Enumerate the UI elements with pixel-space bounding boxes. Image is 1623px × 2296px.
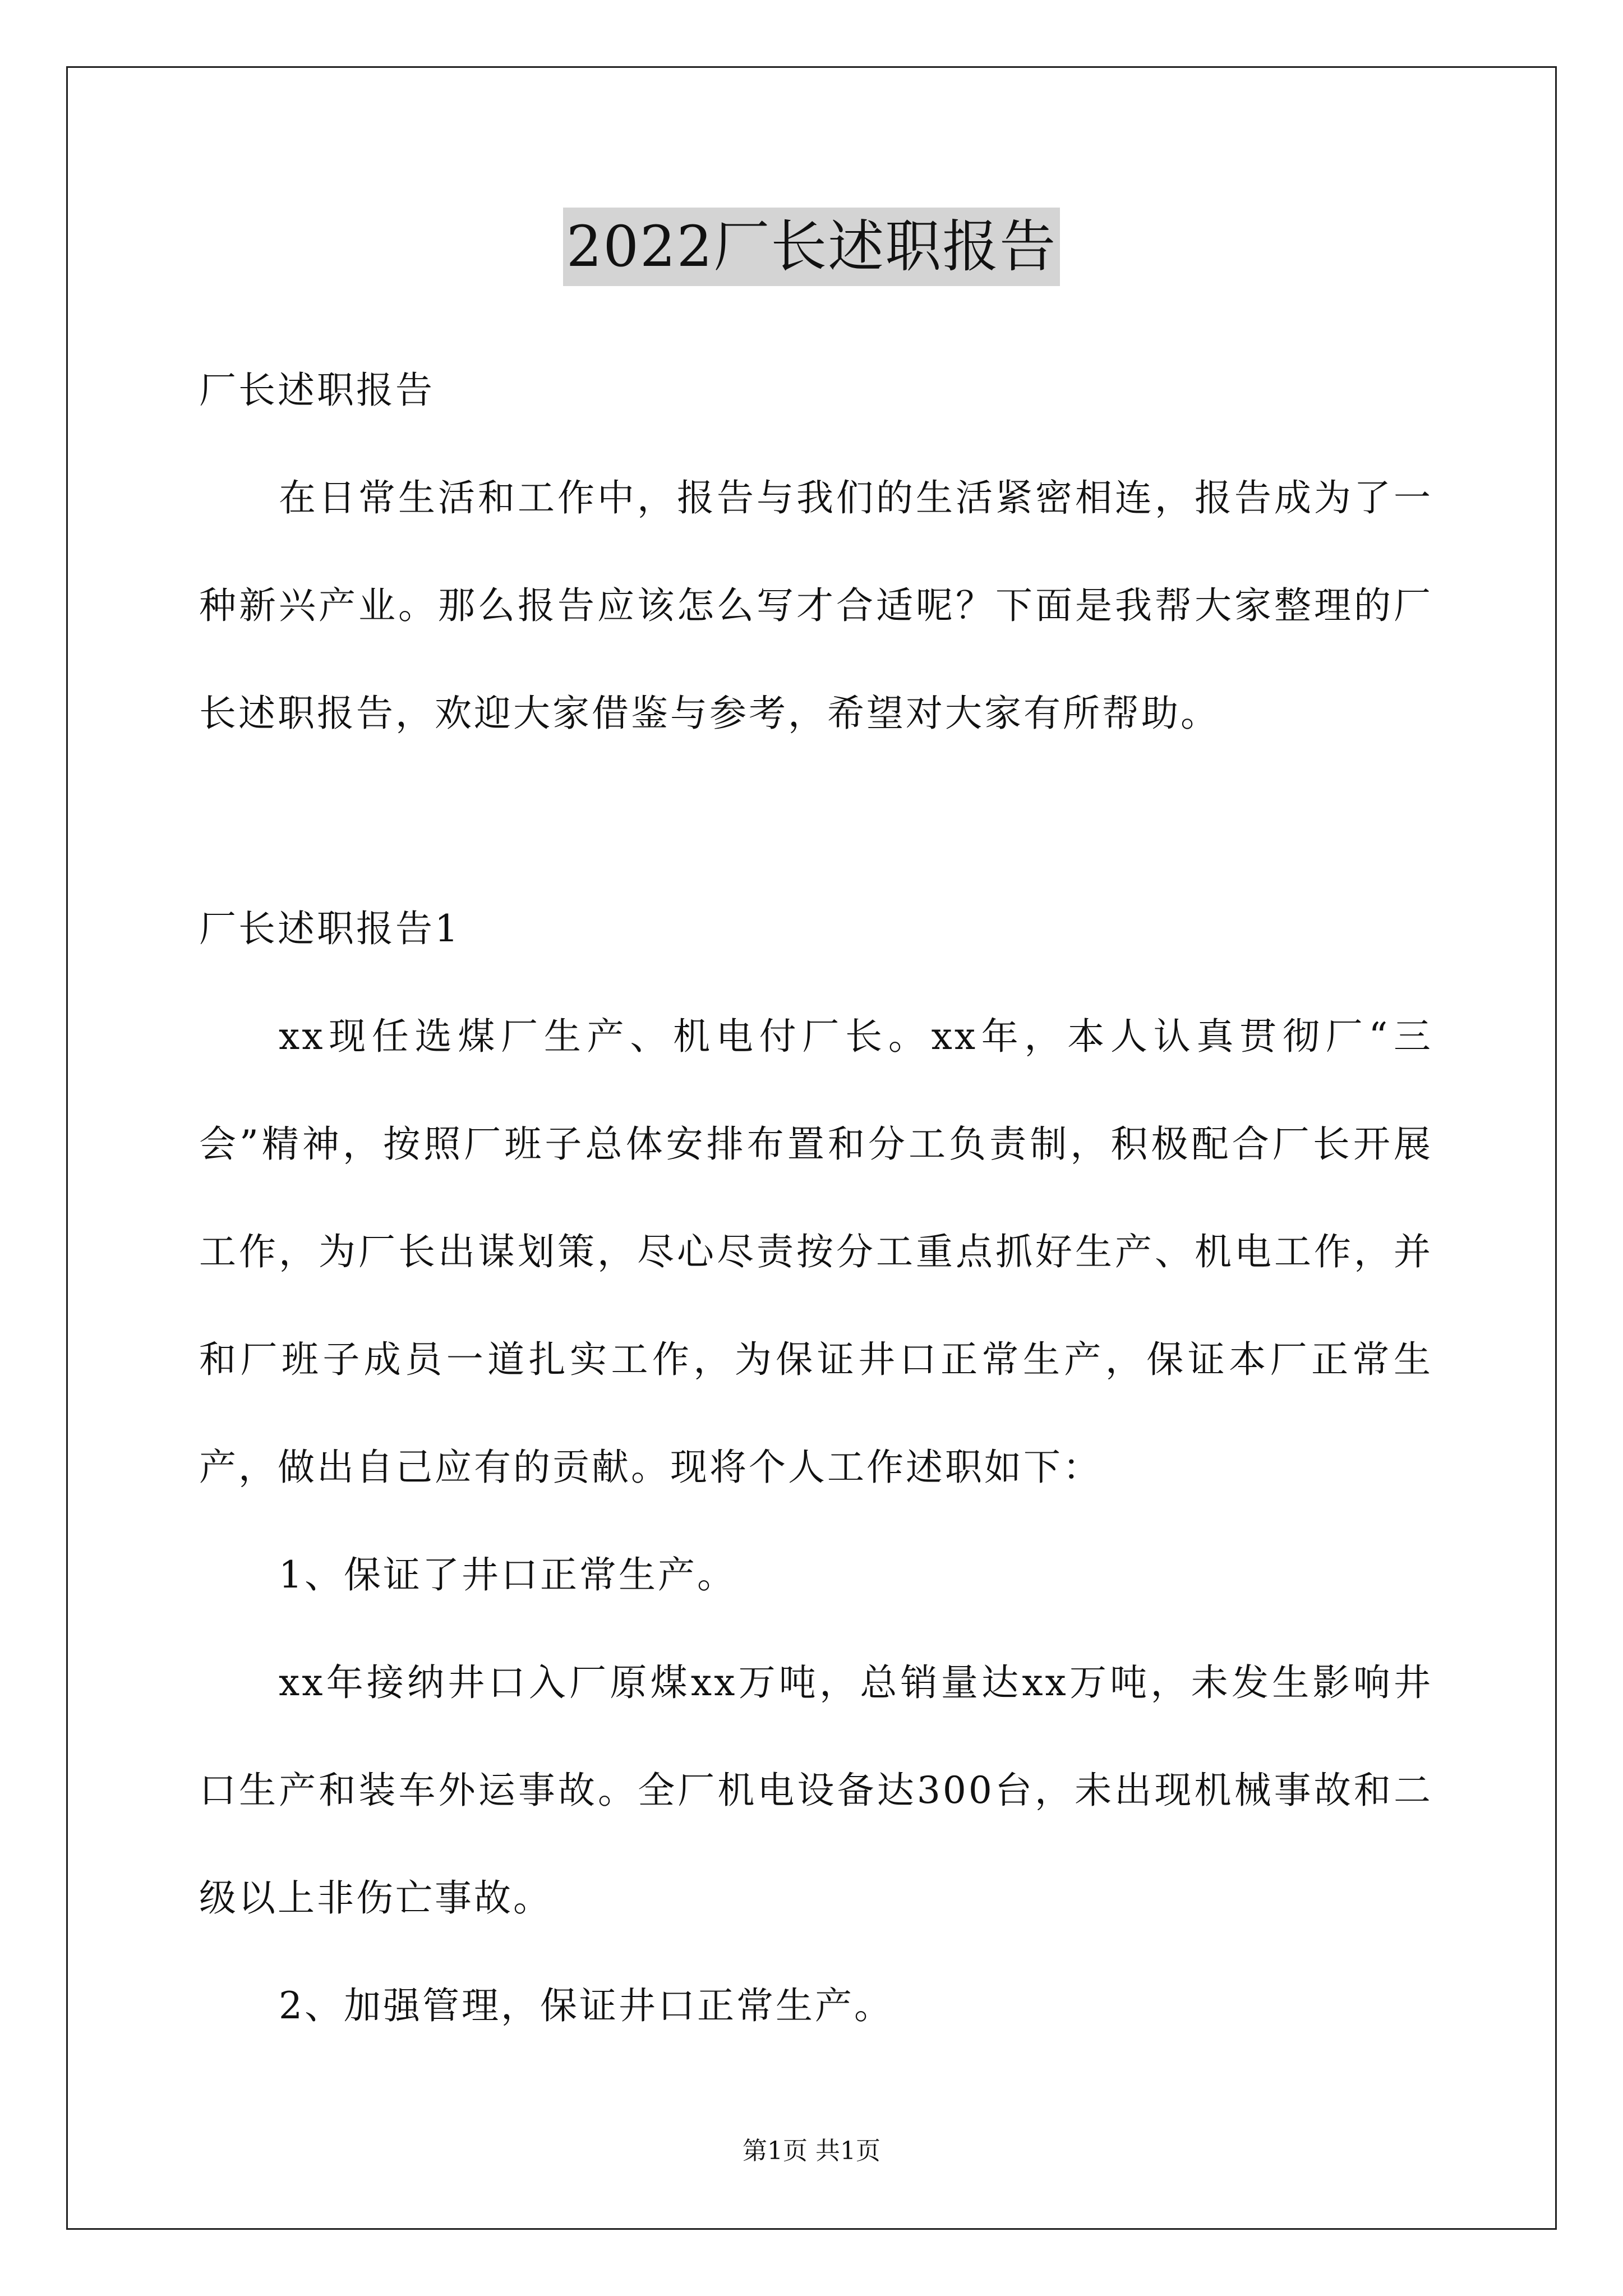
intro-paragraph: 在日常生活和工作中，报告与我们的生活紧密相连，报告成为了一种新兴产业。那么报告应该怎么写才合适呢？下面是我帮大家整理的厂长述职报告，欢迎大家借鉴与参考，希望对大家有所帮助。 [199,476,1433,735]
document-title: 2022厂长述职报告 [563,208,1061,286]
spacer [199,767,1433,875]
subtitle: 厂长述职报告 [199,369,435,412]
body-paragraph: xx年接纳井口入厂原煤xx万吨，总销量达xx万吨，未发生影响井口生产和装车外运事故。全厂机电设备达300台，未出现机械事故和二级以上非伤亡事故。 [199,1661,1433,1920]
body-paragraph: xx现任选煤厂生产、机电付厂长。xx年，本人认真贯彻厂“三会”精神，按照厂班子总体安排布置和分工负责制，积极配合厂长开展工作，为厂长出谋划策，尽心尽责按分工重点抓好生产、机电工作，并和厂班子成员一道扎实工作，为保证井口正常生产，保证本厂正常生产，做出自己应有的贡献。现将个人工作述职如下： [199,1015,1433,1489]
body-paragraph: 2、加强管理，保证井口正常生产。 [279,1984,893,2027]
document-body [199,337,1433,2060]
body-paragraph: 1、保证了井口正常生产。 [279,1553,736,1596]
page-footer: 第1页 共1页 [743,2137,880,2165]
section-heading: 厂长述职报告1 [199,907,460,950]
title-container [0,208,1623,286]
